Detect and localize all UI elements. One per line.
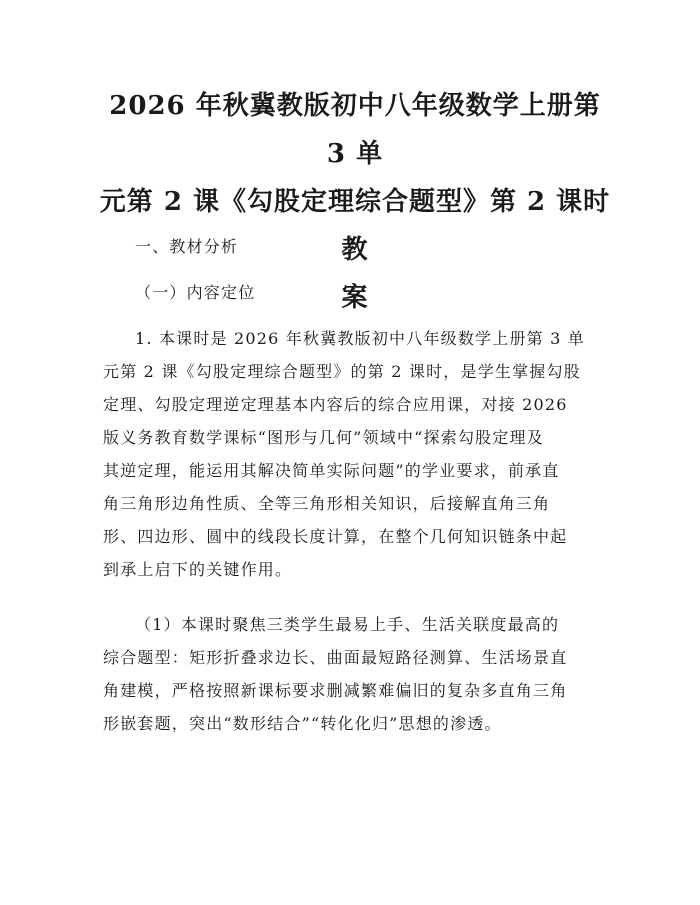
- paragraph-line: （1）本课时聚焦三类学生最易上手、生活关联度最高的: [135, 615, 560, 634]
- paragraph-line: 版义务教育数学课标“图形与几何”领域中“探索勾股定理及: [103, 428, 544, 447]
- title-line: 2026 年秋冀教版初中八年级数学上册第 3 单: [109, 91, 601, 169]
- paragraph-line: 角三角形边角性质、全等三角形相关知识，后接解直角三角: [103, 494, 551, 513]
- section-heading: 一、教材分析: [135, 237, 239, 256]
- paragraph-line: 角建模，严格按照新课标要求删减繁难偏旧的复杂多直角三角: [103, 681, 568, 700]
- subsection-heading: （一）内容定位: [135, 283, 256, 302]
- paragraph-line: 形、四边形、圆中的线段长度计算，在整个几何知识链条中起: [103, 527, 568, 546]
- title-line: 元第 2 课《勾股定理综合题型》第 2 课时教: [99, 187, 611, 265]
- paragraph-line: 1. 本课时是 2026 年秋冀教版初中八年级数学上册第 3 单: [135, 329, 585, 348]
- title-line: 案: [341, 283, 369, 313]
- paragraph-2: [103, 608, 613, 740]
- paragraph-line: 到承上启下的关键作用。: [103, 560, 293, 579]
- paragraph-line: 综合题型：矩形折叠求边长、曲面最短路径测算、生活场景直: [103, 648, 568, 667]
- paragraph-line: 其逆定理，能运用其解决简单实际问题”的学业要求，前承直: [103, 461, 560, 480]
- paragraph-line: 元第 2 课《勾股定理综合题型》的第 2 课时，是学生掌握勾股: [103, 362, 581, 381]
- document-body: [103, 230, 613, 740]
- paragraph-1: [103, 322, 613, 586]
- paragraph-line: 定理、勾股定理逆定理基本内容后的综合应用课，对接 2026: [103, 395, 568, 414]
- paragraph-line: 形嵌套题，突出“数形结合”“转化化归”思想的渗透。: [103, 714, 502, 733]
